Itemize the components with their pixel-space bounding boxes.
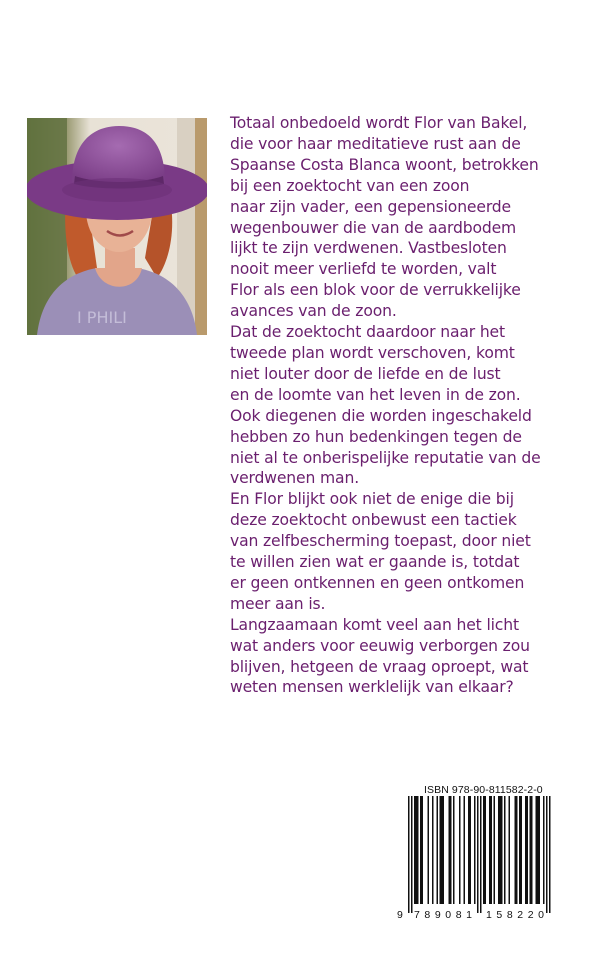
barcode-bar: [414, 796, 416, 904]
blurb-line: Langzaamaan komt veel aan het licht: [230, 615, 519, 634]
author-portrait-image: [27, 118, 207, 335]
author-photo: [27, 118, 207, 335]
barcode-bar: [521, 796, 523, 904]
blurb-line: verdwenen man.: [230, 469, 360, 488]
barcode-bar: [494, 796, 496, 904]
blurb-line: Flor als een blok voor de verrukkelijke: [230, 281, 521, 300]
barcode-bar: [477, 796, 479, 913]
barcode-first-digit: 9: [397, 909, 403, 921]
blurb-line: Dat de zoektocht daardoor naar het: [230, 323, 505, 342]
barcode-bar: [527, 796, 529, 904]
barcode-bar: [432, 796, 434, 904]
blurb-line: Spaanse Costa Blanca woont, betrokken: [230, 155, 539, 174]
barcode-bar: [443, 796, 445, 904]
barcode-bar: [468, 796, 470, 904]
barcode-bar: [516, 796, 518, 904]
blurb-line: wegenbouwer die van de aardbodem: [230, 218, 517, 237]
barcode-bar: [537, 796, 539, 904]
barcode-bar: [500, 796, 502, 904]
blurb-line: Totaal onbedoeld wordt Flor van Bakel,: [230, 114, 528, 132]
barcode-bar: [420, 796, 422, 904]
barcode-bar: [441, 796, 443, 904]
back-cover-blurb: [230, 113, 600, 698]
barcode-bar: [459, 796, 461, 904]
barcode-bar: [437, 796, 439, 904]
barcode-bars: [408, 796, 551, 913]
blurb-line: deze zoektocht onbewust een tactiek: [230, 511, 517, 530]
blurb-line: blijven, hetgeen de vraag oproept, wat: [230, 657, 529, 676]
barcode-bar: [504, 796, 506, 904]
blurb-line: avances van de zoon.: [230, 302, 397, 321]
blurb-line: Ook diegenen die worden ingeschakeld: [230, 406, 532, 425]
barcode-bar: [543, 796, 545, 904]
isbn-barcode: [396, 796, 562, 921]
blurb-line: naar zijn vader, een gepensioneerde: [230, 197, 511, 216]
blurb-line: van zelfbescherming toepast, door niet: [230, 532, 531, 551]
shirt-print: I PHILI: [77, 308, 127, 327]
barcode-bar: [531, 796, 533, 904]
blurb-line: er geen ontkennen en geen ontkomen: [230, 573, 525, 592]
barcode-bar: [509, 796, 511, 904]
barcode-bar: [489, 796, 491, 904]
isbn-label: ISBN 978-90-811582-2-0: [424, 784, 543, 796]
barcode-bar: [470, 796, 472, 904]
barcode-bar: [549, 796, 551, 913]
blurb-line: wat anders voor eeuwig verborgen zou: [230, 636, 530, 655]
barcode-bar: [464, 796, 466, 904]
blurb-line: en de loomte van het leven in de zon.: [230, 385, 521, 404]
barcode-bar: [428, 796, 430, 904]
barcode-bar: [483, 796, 485, 904]
blurb-line: meer aan is.: [230, 594, 326, 613]
barcode-bar: [530, 796, 532, 904]
blurb-line: nooit meer verliefd te worden, valt: [230, 260, 497, 279]
barcode-bar: [536, 796, 538, 904]
blurb-line: te willen zien wat er gaande is, totdat: [230, 553, 520, 572]
blurb-line: weten mensen werklelijk van elkaar?: [230, 678, 514, 697]
blurb-line: bij een zoektocht van een zoon: [230, 176, 470, 195]
barcode-bar: [525, 796, 527, 904]
barcode-bar: [440, 796, 442, 904]
barcode-bar: [501, 796, 503, 904]
blurb-line: lijkt te zijn verdwenen. Vastbesloten: [230, 239, 507, 258]
barcode-bar: [450, 796, 452, 904]
barcode-left-digits: 789081: [414, 909, 472, 921]
barcode-bar: [515, 796, 517, 904]
barcode-bar: [417, 796, 419, 904]
barcode-bar: [411, 796, 413, 913]
barcode-right-digits: 158220: [486, 909, 544, 921]
barcode-bar: [498, 796, 500, 904]
barcode-bar: [474, 796, 476, 904]
blurb-line: niet al te onberispelijke reputatie van de: [230, 448, 541, 467]
barcode-bar: [546, 796, 548, 913]
barcode-bar: [422, 796, 424, 904]
barcode-bar: [485, 796, 487, 904]
barcode-bar: [416, 796, 418, 904]
blurb-line: hebben zo hun bedenkingen tegen de: [230, 427, 522, 446]
barcode-bar: [449, 796, 451, 904]
barcode-bar: [539, 796, 541, 904]
barcode-bar: [453, 796, 455, 904]
barcode-bar: [480, 796, 482, 913]
blurb-line: En Flor blijkt ook niet de enige die bij: [230, 490, 514, 509]
blurb-line: tweede plan wordt verschoven, komt: [230, 343, 515, 362]
barcode-bar: [491, 796, 493, 904]
barcode-bar: [519, 796, 521, 904]
blurb-line: die voor haar meditatieve rust aan de: [230, 134, 521, 153]
barcode-bar: [408, 796, 410, 913]
blurb-line: niet louter door de liefde en de lust: [230, 364, 501, 383]
